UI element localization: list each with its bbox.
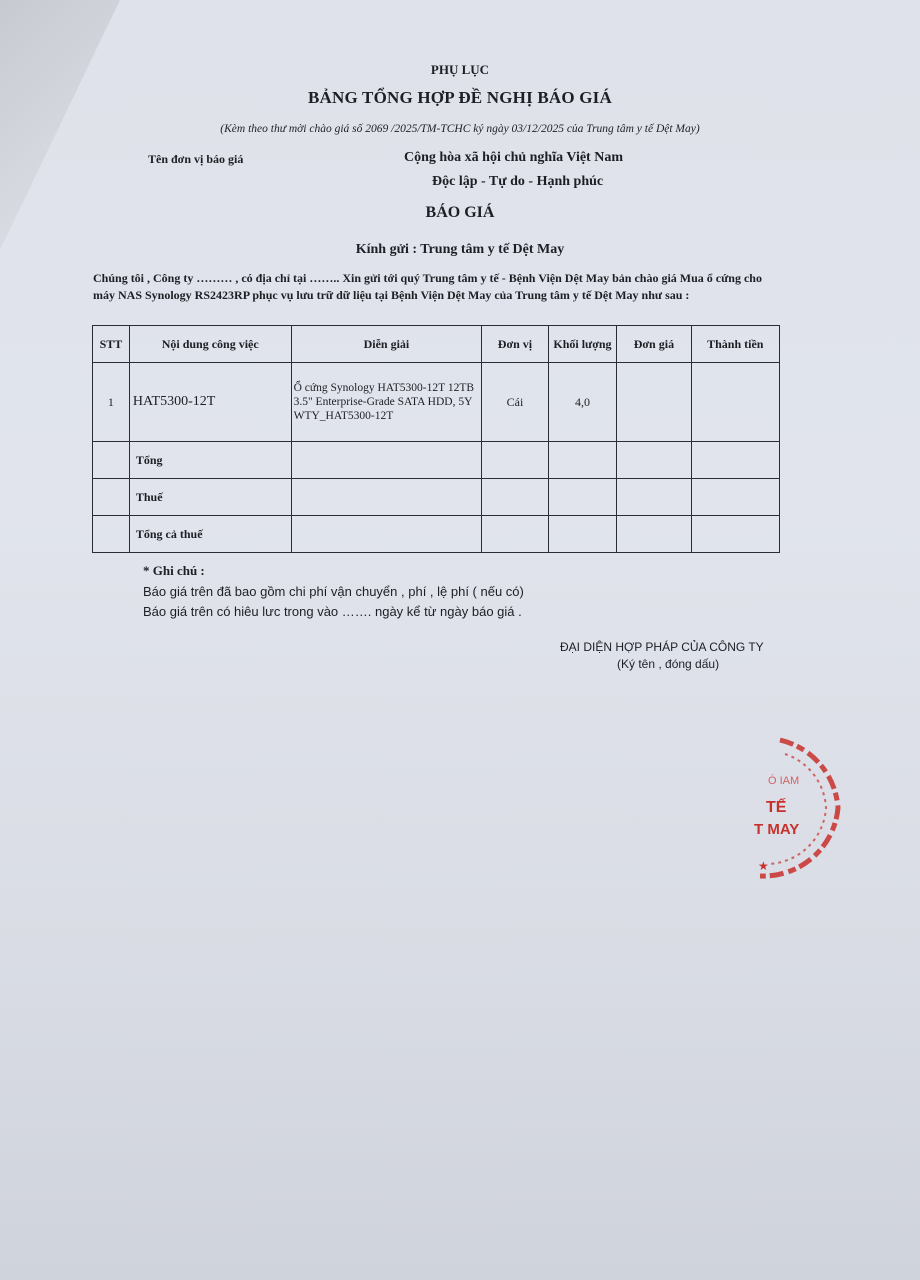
cell-stt: 1 <box>93 363 130 442</box>
header-unit-price: Đơn giá <box>617 326 691 363</box>
svg-text:★: ★ <box>758 859 769 873</box>
header-content: Nội dung công việc <box>129 326 291 363</box>
cell-unit: Cái <box>482 363 548 442</box>
table-header-row <box>93 326 780 363</box>
tax-label: Thuế <box>129 479 291 516</box>
header-quantity: Khối lượng <box>548 326 617 363</box>
svg-text:Ó IAM: Ó IAM <box>768 775 800 787</box>
signature-instruction: (Ký tên , đóng dấu) <box>617 657 720 671</box>
appendix-label: PHỤ LỤC <box>430 62 490 77</box>
addressee-line: Kính gửi : Trung tâm y tế Dệt May <box>355 242 565 257</box>
notes-section <box>143 563 524 619</box>
tax-row <box>93 479 780 516</box>
republic-heading: Cộng hòa xã hội chủ nghĩa Việt Nam <box>404 150 623 165</box>
header-description: Diễn giải <box>291 326 482 363</box>
grand-total-row <box>93 516 780 553</box>
notes-title: * Ghi chú : <box>143 563 205 578</box>
subtotal-label: Tổng <box>129 442 291 479</box>
table-row <box>93 363 780 442</box>
signature-title: ĐẠI DIỆN HỢP PHÁP CỦA CÔNG TY <box>560 640 764 654</box>
svg-text:TẾ: TẾ <box>766 799 787 816</box>
header-unit: Đơn vị <box>482 326 548 363</box>
quotation-title: BÁO GIÁ <box>425 204 495 221</box>
national-motto: Độc lập - Tự do - Hạnh phúc <box>432 174 604 189</box>
cell-description: Ổ cứng Synology HAT5300-12T 12TB 3.5" Enterprise-Grade SATA HDD, 5Y WTY_HAT5300-12T <box>291 363 482 442</box>
note-line-1: Báo giá trên đã bao gồm chi phí vận chuyển , phí , lệ phí ( nếu có) <box>143 584 524 599</box>
intro-paragraph: Chúng tôi , Công ty ……… , có địa chỉ tại …….. Xin gửi tới quý Trung tâm y tế - Bệnh Viện Dệt May bản chào giá Mua ổ cứng cho máy NAS Synology RS2423RP phục vụ lưu trữ dữ liệu tại Bệnh Viện Dệt May của Trung tâm y tế Dệt May như sau : <box>93 271 762 302</box>
subtotal-row <box>93 442 780 479</box>
document-heading: BẢNG TỔNG HỢP ĐỀ NGHỊ BÁO GIÁ <box>308 88 612 107</box>
quotation-table <box>92 325 780 553</box>
cell-quantity: 4,0 <box>548 363 617 442</box>
svg-text:T MAY: T MAY <box>754 821 800 838</box>
header-stt: STT <box>93 326 130 363</box>
note-line-2: Báo giá trên có hiêu lưc trong vào ……. ngày kể từ ngày báo giá . <box>143 604 522 619</box>
reference-note: (Kèm theo thư mời chào giá số 2069 /2025/TM-TCHC ký ngày 03/12/2025 của Trung tâm y tế Dệt May) <box>220 123 700 135</box>
header-total: Thành tiền <box>691 326 779 363</box>
cell-content: HAT5300-12T <box>129 363 291 442</box>
grand-total-label: Tổng cả thuế <box>129 516 291 553</box>
quoting-unit-label: Tên đơn vị báo giá <box>148 152 244 166</box>
cell-unit-price <box>617 363 691 442</box>
cell-total <box>691 363 779 442</box>
company-stamp <box>740 728 850 888</box>
